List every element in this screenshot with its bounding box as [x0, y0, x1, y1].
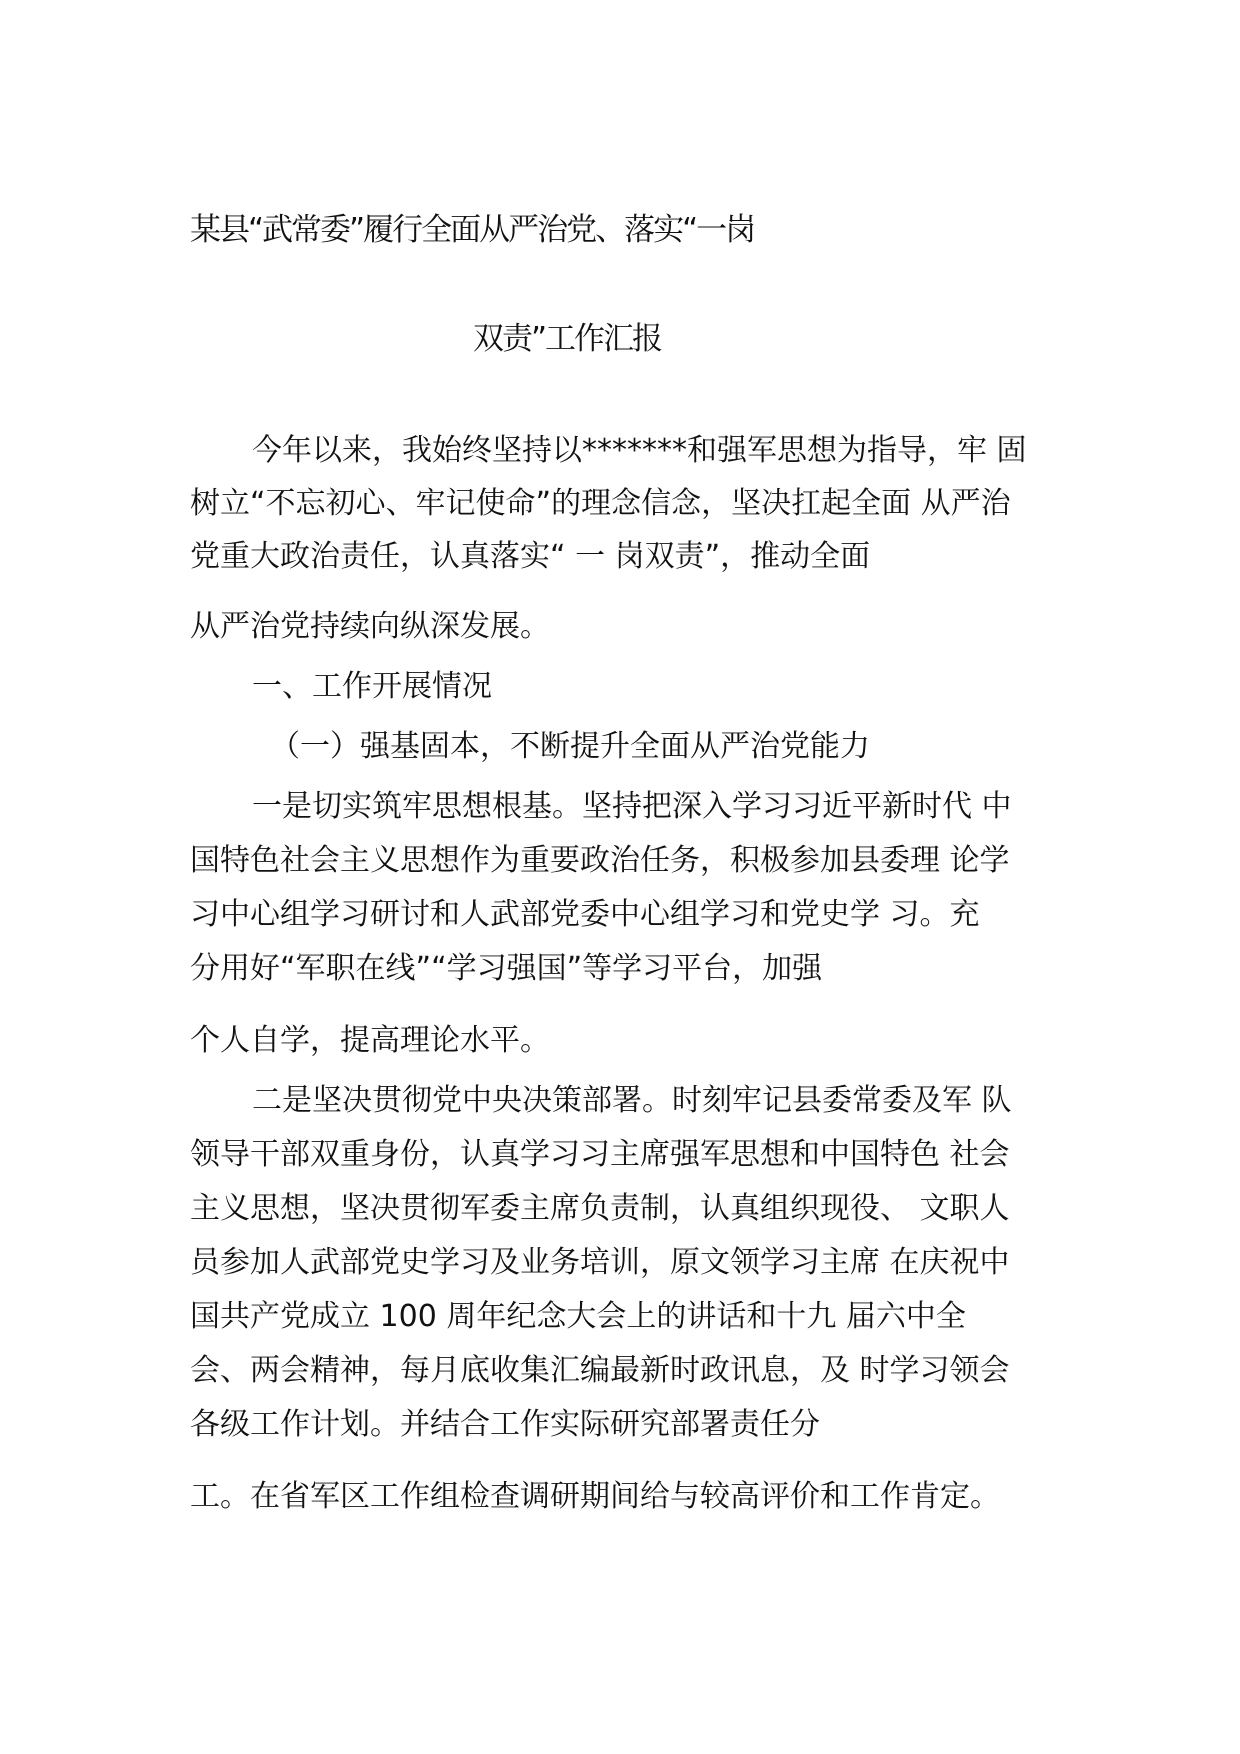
section-heading: 一、工作开展情况 [252, 669, 492, 704]
paragraph-line: 领导干部双重身份，认真学习习主席强军思想和中国特色 社会 [190, 1137, 1010, 1172]
paragraph-line: 今年以来，我始终坚持以*******和强军思想为指导，牢 固 [252, 433, 1027, 468]
paragraph-line: 党重大政治责任，认真落实“ 一 岗双责”，推动全面 [190, 539, 871, 574]
paragraph-line: 工。在省军区工作组检查调研期间给与较高评价和工作肯定。 [190, 1479, 1000, 1514]
paragraph-line: 各级工作计划。并结合工作实际研究部署责任分 [190, 1407, 820, 1442]
paragraph-line: 一是切实筑牢思想根基。坚持把深入学习习近平新时代 中 [252, 789, 1012, 824]
paragraph-line: 会、两会精神，每月底收集汇编最新时政讯息，及 时学习领会 [190, 1353, 1010, 1388]
paragraph-line: 国特色社会主义思想作为重要政治任务，积极参加县委理 论学 [190, 843, 1010, 878]
paragraph-line: 国共产党成立 100 周年纪念大会上的讲话和十九 届六中全 [190, 1299, 966, 1334]
document-title-line1: 某县“武常委”履行全面从严治党、落实“一岗 [190, 212, 755, 248]
paragraph-line: 个人自学，提高理论水平。 [190, 1023, 550, 1058]
subsection-heading: （一）强基固本，不断提升全面从严治党能力 [270, 729, 870, 764]
paragraph-line: 分用好“军职在线”“学习强国”等学习平台，加强 [190, 951, 823, 986]
document-title-line2: 双责”工作汇报 [473, 321, 662, 357]
paragraph-line: 习中心组学习研讨和人武部党委中心组学习和党史学 习。充 [190, 897, 980, 932]
paragraph-line: 二是坚决贯彻党中央决策部署。时刻牢记县委常委及军 队 [252, 1083, 1012, 1118]
paragraph-line: 员参加人武部党史学习及业务培训，原文领学习主席 在庆祝中 [190, 1245, 1010, 1280]
paragraph-line: 树立“不忘初心、牢记使命”的理念信念，坚决扛起全面 从严治 [190, 486, 1011, 521]
paragraph-line: 从严治党持续向纵深发展。 [190, 609, 550, 644]
paragraph-line: 主义思想，坚决贯彻军委主席负责制，认真组织现役、 文职人 [190, 1191, 1010, 1226]
